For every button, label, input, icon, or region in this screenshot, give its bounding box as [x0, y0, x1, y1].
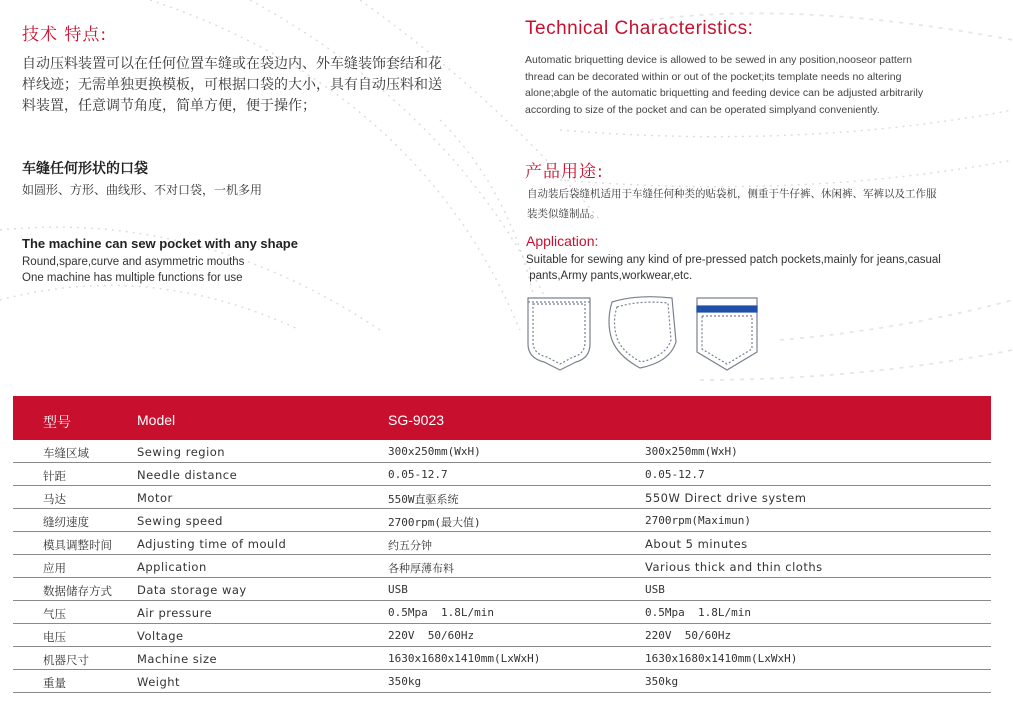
row-value-en: 0.5Mpa 1.8L/min: [645, 606, 751, 619]
row-value-cn: 各种厚薄布料: [388, 562, 454, 575]
table-row: [13, 440, 991, 463]
cn-usage-line: 装类似缝制品。: [527, 208, 601, 220]
row-value-en: 550W Direct drive system: [645, 491, 807, 505]
spec-table-header: [13, 396, 991, 440]
table-row: [13, 509, 991, 532]
row-value-en: 350kg: [645, 675, 679, 688]
row-en-label: Weight: [137, 675, 181, 689]
row-en-label: Sewing region: [137, 445, 226, 459]
en-tech-body: [525, 52, 995, 118]
row-cn-label: 缝纫速度: [43, 515, 89, 529]
row-value-cn: 2700rpm(最大值): [388, 516, 481, 529]
table-row: [13, 624, 991, 647]
row-en-label: Needle distance: [137, 468, 238, 482]
row-cn-label: 气压: [43, 607, 66, 621]
row-value-cn: 300x250mm(WxH): [388, 445, 481, 458]
cn-shape-desc: 如圆形、方形、曲线形、不对口袋，一机多用: [22, 183, 263, 197]
table-row: [13, 486, 991, 509]
application-line: Suitable for sewing any kind of pre-pressed patch pockets,mainly for jeans,casual: [526, 254, 941, 266]
application-title: Application:: [526, 233, 599, 249]
en-tech-title: Technical Characteristics:: [525, 18, 754, 39]
row-cn-label: 马达: [43, 492, 66, 506]
row-value-en: USB: [645, 583, 665, 596]
row-cn-label: 机器尺寸: [43, 653, 89, 667]
row-cn-label: 车缝区域: [43, 446, 89, 460]
pocket-illustrations: [520, 292, 780, 374]
row-cn-label: 电压: [43, 630, 66, 644]
row-cn-label: 模具调整时间: [43, 538, 112, 552]
header-cn-model: 型号: [43, 415, 71, 431]
spec-table: [13, 396, 991, 693]
row-value-cn: 220V 50/60Hz: [388, 629, 475, 642]
header-model-value: SG-9023: [388, 412, 445, 428]
table-row: [13, 578, 991, 601]
row-value-en: 2700rpm(Maximun): [645, 514, 751, 527]
pocket-curved-icon: [609, 297, 676, 368]
en-shape-line: Round,spare,curve and asymmetric mouths: [22, 256, 245, 268]
cn-tech-body: [22, 54, 502, 117]
row-cn-label: 针距: [43, 469, 66, 483]
row-en-label: Voltage: [137, 629, 184, 643]
row-cn-label: 重量: [43, 676, 66, 690]
en-tech-line: according to size of the pocket and can be operated simplyand conveniently.: [525, 103, 880, 116]
en-shape-title: The machine can sew pocket with any shape: [22, 236, 298, 251]
row-value-en: 300x250mm(WxH): [645, 445, 738, 458]
en-tech-line: alone;abgle of the automatic briquetting and feeding device can be adjusted arbitrarily: [525, 87, 924, 99]
table-row: [13, 532, 991, 555]
row-value-cn: 1630x1680x1410mm(LxWxH): [388, 652, 541, 665]
table-row: [13, 555, 991, 578]
row-en-label: Application: [137, 560, 207, 574]
row-value-cn: 350kg: [388, 675, 422, 688]
table-row: [13, 463, 991, 486]
row-en-label: Air pressure: [137, 606, 213, 620]
spec-table-body: [13, 440, 991, 693]
en-tech-line: thread can be decorated within or out of the pocket;its template needs no altering: [525, 70, 902, 83]
pocket-rounded-icon: [528, 298, 590, 370]
table-row: [13, 601, 991, 624]
table-row: [13, 670, 991, 693]
row-en-label: Sewing speed: [137, 514, 223, 528]
header-en-model: Model: [137, 412, 176, 428]
row-value-en: 1630x1680x1410mm(LxWxH): [645, 652, 798, 665]
row-en-label: Adjusting time of mould: [137, 537, 287, 551]
en-shape-desc: [22, 254, 244, 286]
row-en-label: Data storage way: [137, 583, 247, 597]
row-value-cn: 约五分钟: [388, 539, 432, 552]
row-cn-label: 数据储存方式: [43, 584, 112, 598]
en-tech-line: Automatic briquetting device is allowed to be sewed in any position,nooseor pattern: [525, 54, 912, 66]
application-line: pants,Army pants,workwear,etc.: [526, 270, 693, 282]
row-value-cn: 550W直驱系统: [388, 493, 459, 506]
table-row: [13, 647, 991, 670]
application-body: [526, 252, 996, 284]
row-value-en: Various thick and thin cloths: [645, 560, 823, 574]
cn-tech-line: 样线迹；无需单独更换模板，可根据口袋的大小，具有自动压料和送: [22, 77, 442, 93]
pocket-banded-icon: [697, 298, 757, 370]
row-value-en: 0.05-12.7: [645, 468, 705, 481]
cn-usage-title: 产品用途:: [525, 162, 604, 182]
row-value-cn: 0.5Mpa 1.8L/min: [388, 606, 494, 619]
row-en-label: Machine size: [137, 652, 218, 666]
cn-usage-body: [527, 184, 997, 224]
cn-tech-line: 料装置，任意调节角度，简单方便，便于操作；: [22, 98, 316, 114]
cn-tech-line: 自动压料装置可以在任何位置车缝或在袋边内、外车缝装饰套结和花: [22, 56, 442, 72]
row-value-cn: 0.05-12.7: [388, 468, 448, 481]
cn-usage-line: 自动装后袋缝机适用于车缝任何种类的贴袋机，侧重于牛仔裤、休闲裤、军裤以及工作服: [527, 188, 937, 200]
row-value-en: 220V 50/60Hz: [645, 629, 732, 642]
row-value-cn: USB: [388, 583, 408, 596]
row-cn-label: 应用: [43, 561, 66, 575]
en-shape-line: One machine has multiple functions for use: [22, 272, 243, 284]
cn-tech-title: 技术 特点:: [22, 25, 108, 45]
cn-shape-title: 车缝任何形状的口袋: [22, 161, 148, 177]
row-en-label: Motor: [137, 491, 173, 505]
row-value-en: About 5 minutes: [645, 537, 748, 551]
